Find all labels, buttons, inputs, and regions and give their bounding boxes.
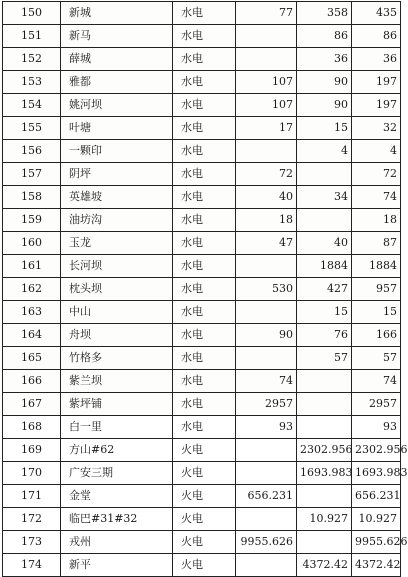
table-row: [3, 255, 401, 278]
value-b-cell: [297, 163, 352, 186]
plant-type-cell: 水电: [173, 209, 236, 232]
table-row: [3, 209, 401, 232]
row-number-cell: 173: [3, 531, 61, 554]
table-row: [3, 324, 401, 347]
row-number-cell: 156: [3, 140, 61, 163]
total-cell: 4: [352, 140, 401, 163]
plant-name-cell: 新平: [61, 554, 173, 577]
table-row: [3, 48, 401, 71]
value-a-cell: [236, 508, 297, 531]
plant-name-cell: 长河坝: [61, 255, 173, 278]
total-cell: 10.927: [352, 508, 401, 531]
value-b-cell: 10.927: [297, 508, 352, 531]
plant-name-cell: 一颗印: [61, 140, 173, 163]
plant-name-cell: 竹格多: [61, 347, 173, 370]
value-b-cell: 90: [297, 71, 352, 94]
table-row: [3, 25, 401, 48]
value-b-cell: [297, 531, 352, 554]
value-a-cell: 107: [236, 71, 297, 94]
row-number-cell: 150: [3, 2, 61, 25]
plant-type-cell: 水电: [173, 48, 236, 71]
plant-name-cell: 雅都: [61, 71, 173, 94]
row-number-cell: 161: [3, 255, 61, 278]
table-row: [3, 163, 401, 186]
value-b-cell: [297, 393, 352, 416]
plant-name-cell: 新马: [61, 25, 173, 48]
value-b-cell: [297, 485, 352, 508]
plant-name-cell: 方山#62: [61, 439, 173, 462]
total-cell: 2302.956: [352, 439, 401, 462]
plant-name-cell: 临巴#31#32: [61, 508, 173, 531]
plant-type-cell: 水电: [173, 232, 236, 255]
row-number-cell: 162: [3, 278, 61, 301]
plant-name-cell: 叶塘: [61, 117, 173, 140]
row-number-cell: 163: [3, 301, 61, 324]
value-a-cell: 77: [236, 2, 297, 25]
value-b-cell: 4: [297, 140, 352, 163]
value-a-cell: [236, 462, 297, 485]
value-b-cell: 1884: [297, 255, 352, 278]
total-cell: 1884: [352, 255, 401, 278]
total-cell: 15: [352, 301, 401, 324]
total-cell: 57: [352, 347, 401, 370]
plant-name-cell: 姚河坝: [61, 94, 173, 117]
plant-type-cell: 火电: [173, 508, 236, 531]
plant-name-cell: 阴坪: [61, 163, 173, 186]
value-b-cell: 427: [297, 278, 352, 301]
table-row: [3, 347, 401, 370]
table-row: [3, 508, 401, 531]
plant-type-cell: 水电: [173, 2, 236, 25]
table-row: [3, 186, 401, 209]
plant-type-cell: 水电: [173, 301, 236, 324]
plant-type-cell: 水电: [173, 278, 236, 301]
total-cell: 957: [352, 278, 401, 301]
row-number-cell: 172: [3, 508, 61, 531]
value-a-cell: [236, 347, 297, 370]
row-number-cell: 158: [3, 186, 61, 209]
data-table: [2, 1, 408, 577]
row-number-cell: 174: [3, 554, 61, 577]
plant-name-cell: 紫坪铺: [61, 393, 173, 416]
plant-name-cell: 油坊沟: [61, 209, 173, 232]
value-a-cell: 18: [236, 209, 297, 232]
plant-type-cell: 火电: [173, 462, 236, 485]
table-row: [3, 71, 401, 94]
plant-name-cell: 中山: [61, 301, 173, 324]
value-a-cell: 93: [236, 416, 297, 439]
value-b-cell: 34: [297, 186, 352, 209]
plant-type-cell: 水电: [173, 25, 236, 48]
value-a-cell: [236, 25, 297, 48]
value-a-cell: 2957: [236, 393, 297, 416]
plant-type-cell: 水电: [173, 140, 236, 163]
value-a-cell: 90: [236, 324, 297, 347]
plant-name-cell: 英雄坡: [61, 186, 173, 209]
table-row: [3, 301, 401, 324]
table-row: [3, 370, 401, 393]
value-a-cell: 17: [236, 117, 297, 140]
table-row: [3, 416, 401, 439]
value-b-cell: [297, 209, 352, 232]
row-number-cell: 170: [3, 462, 61, 485]
plant-type-cell: 火电: [173, 554, 236, 577]
total-cell: 74: [352, 370, 401, 393]
value-b-cell: 15: [297, 117, 352, 140]
table-row: [3, 94, 401, 117]
total-cell: 2957: [352, 393, 401, 416]
total-cell: 435: [352, 2, 401, 25]
table-row: [3, 393, 401, 416]
value-b-cell: 76: [297, 324, 352, 347]
value-b-cell: [297, 416, 352, 439]
row-number-cell: 153: [3, 71, 61, 94]
value-a-cell: [236, 48, 297, 71]
plant-name-cell: 紫兰坝: [61, 370, 173, 393]
plant-name-cell: 新城: [61, 2, 173, 25]
value-b-cell: 40: [297, 232, 352, 255]
row-number-cell: 154: [3, 94, 61, 117]
table-row: [3, 439, 401, 462]
value-b-cell: 15: [297, 301, 352, 324]
plant-type-cell: 水电: [173, 255, 236, 278]
value-a-cell: 530: [236, 278, 297, 301]
table-row: [3, 278, 401, 301]
value-b-cell: 86: [297, 25, 352, 48]
value-b-cell: 358: [297, 2, 352, 25]
value-a-cell: 74: [236, 370, 297, 393]
plant-type-cell: 火电: [173, 531, 236, 554]
plant-name-cell: 广安三期: [61, 462, 173, 485]
plant-name-cell: 薛城: [61, 48, 173, 71]
value-b-cell: 57: [297, 347, 352, 370]
value-a-cell: [236, 301, 297, 324]
total-cell: 93: [352, 416, 401, 439]
total-cell: 197: [352, 71, 401, 94]
row-number-cell: 164: [3, 324, 61, 347]
value-a-cell: 656.231: [236, 485, 297, 508]
total-cell: 9955.626: [352, 531, 401, 554]
row-number-cell: 165: [3, 347, 61, 370]
plant-name-cell: 舟坝: [61, 324, 173, 347]
value-b-cell: 36: [297, 48, 352, 71]
row-number-cell: 159: [3, 209, 61, 232]
total-cell: 32: [352, 117, 401, 140]
value-b-cell: 2302.956: [297, 439, 352, 462]
total-cell: 197: [352, 94, 401, 117]
value-a-cell: 72: [236, 163, 297, 186]
value-a-cell: [236, 439, 297, 462]
plant-name-cell: 金堂: [61, 485, 173, 508]
total-cell: 74: [352, 186, 401, 209]
plant-type-cell: 水电: [173, 347, 236, 370]
value-a-cell: [236, 140, 297, 163]
plant-name-cell: 白一里: [61, 416, 173, 439]
value-b-cell: [297, 370, 352, 393]
plant-type-cell: 火电: [173, 485, 236, 508]
plant-type-cell: 水电: [173, 163, 236, 186]
plant-type-cell: 水电: [173, 416, 236, 439]
value-a-cell: 9955.626: [236, 531, 297, 554]
plant-name-cell: 玉龙: [61, 232, 173, 255]
total-cell: 72: [352, 163, 401, 186]
row-number-cell: 166: [3, 370, 61, 393]
value-a-cell: [236, 554, 297, 577]
table-row: [3, 117, 401, 140]
row-number-cell: 167: [3, 393, 61, 416]
value-b-cell: 4372.42: [297, 554, 352, 577]
total-cell: 4372.42: [352, 554, 401, 577]
row-number-cell: 160: [3, 232, 61, 255]
value-a-cell: [236, 255, 297, 278]
plant-type-cell: 水电: [173, 117, 236, 140]
table-row: [3, 232, 401, 255]
plant-name-cell: 戎州: [61, 531, 173, 554]
total-cell: 1693.983: [352, 462, 401, 485]
plant-type-cell: 水电: [173, 186, 236, 209]
table-row: [3, 531, 401, 554]
row-number-cell: 152: [3, 48, 61, 71]
value-b-cell: 90: [297, 94, 352, 117]
value-a-cell: 107: [236, 94, 297, 117]
row-number-cell: 171: [3, 485, 61, 508]
value-b-cell: 1693.983: [297, 462, 352, 485]
plant-type-cell: 水电: [173, 393, 236, 416]
row-number-cell: 157: [3, 163, 61, 186]
table-body: [3, 2, 408, 577]
total-cell: 166: [352, 324, 401, 347]
plant-name-cell: 枕头坝: [61, 278, 173, 301]
total-cell: 18: [352, 209, 401, 232]
value-a-cell: 40: [236, 186, 297, 209]
total-cell: 36: [352, 48, 401, 71]
table-row: [3, 554, 401, 577]
table-row: [3, 2, 401, 25]
row-number-cell: 155: [3, 117, 61, 140]
total-cell: 86: [352, 25, 401, 48]
value-a-cell: 47: [236, 232, 297, 255]
plant-type-cell: 水电: [173, 370, 236, 393]
plant-type-cell: 火电: [173, 439, 236, 462]
row-number-cell: 169: [3, 439, 61, 462]
row-number-cell: 151: [3, 25, 61, 48]
plant-type-cell: 水电: [173, 94, 236, 117]
table-row: [3, 140, 401, 163]
plant-type-cell: 水电: [173, 71, 236, 94]
row-number-cell: 168: [3, 416, 61, 439]
plant-type-cell: 水电: [173, 324, 236, 347]
table-row: [3, 462, 401, 485]
total-cell: 87: [352, 232, 401, 255]
table-row: [3, 485, 401, 508]
total-cell: 656.231: [352, 485, 401, 508]
